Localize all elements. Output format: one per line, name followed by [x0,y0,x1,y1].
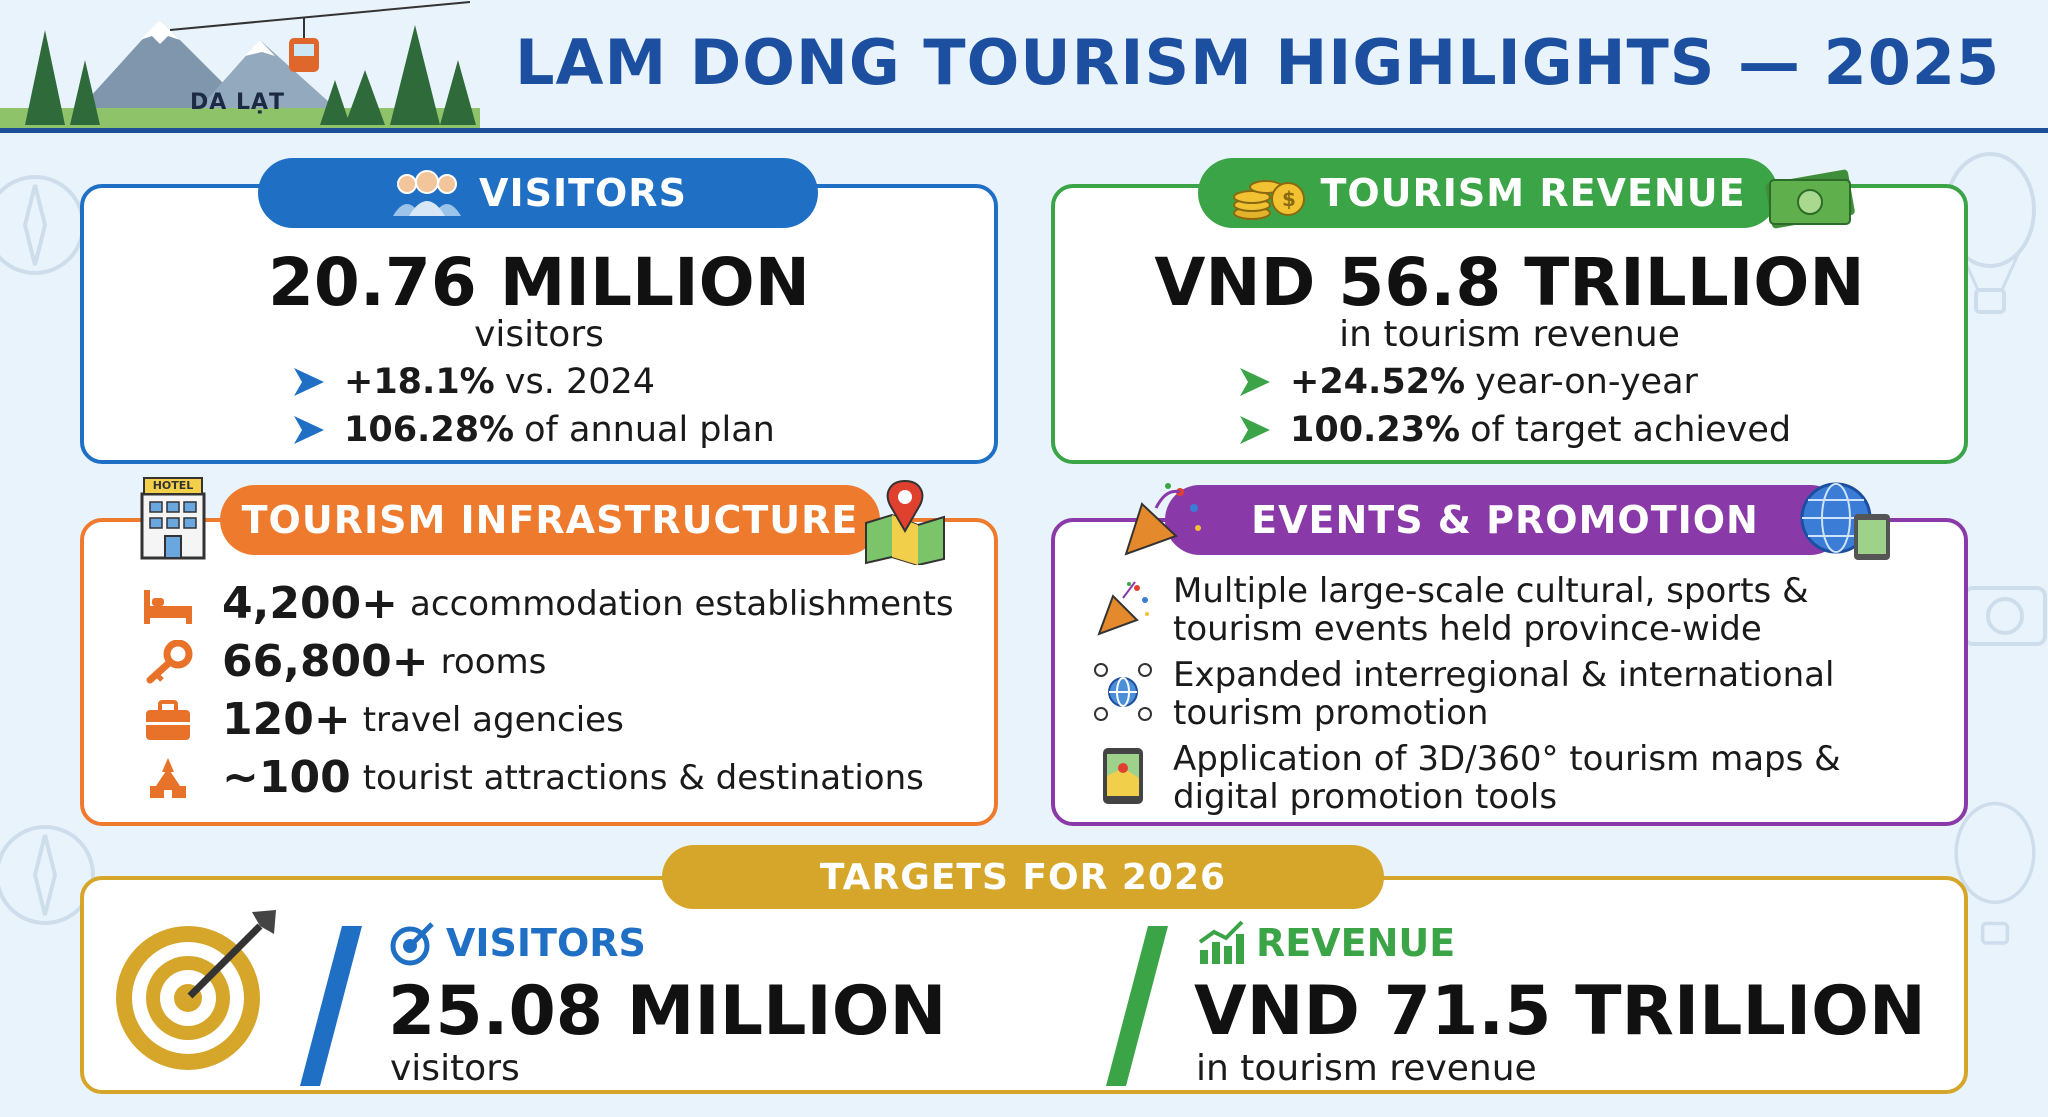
arrow-right-icon [294,368,324,396]
infra-row-agencies: 120+ travel agencies [142,694,624,745]
visitors-title: VISITORS [479,171,687,215]
visitors-header-pill [258,158,818,228]
tablet-map-icon [1093,746,1153,806]
event-row-3 [1093,740,1933,816]
arrow-right-icon [1240,416,1270,444]
visitors-bullet-2: 106.28% of annual plan [294,410,775,450]
target-revenue-label-row [1196,920,1455,966]
briefcase-icon [142,698,194,742]
page-title: LAM DONG TOURISM HIGHLIGHTS — 2025 [515,26,2001,99]
revenue-sub-label: in tourism revenue [1339,314,1680,355]
revenue-bullet-2: 100.23% of target achieved [1240,410,1791,450]
target-revenue-sub: in tourism revenue [1196,1048,1537,1089]
event-text-1: Multiple large-scale cultural, sports & tourism events held province-wide [1173,571,1809,649]
hotel-sign-text: HOTEL [152,479,194,492]
growth-chart-icon [1196,920,1246,966]
people-icon [389,168,465,218]
header-divider [0,128,2048,133]
events-title: EVENTS & PROMOTION [1251,498,1759,542]
target-revenue-label: REVENUE [1256,921,1456,965]
infra-row-accommodation: 4,200+ accommodation establishments [142,578,954,629]
key-icon [142,640,194,684]
party-popper-icon [1120,478,1206,558]
targets-header-pill [662,845,1384,909]
globe-tablet-icon [1798,480,1894,564]
arrow-right-icon [294,416,324,444]
events-card [1051,518,1968,826]
visitors-total: 20.76 MILLION [268,244,810,321]
revenue-header-pill [1198,158,1778,228]
infra-row-rooms: 66,800+ rooms [142,636,546,687]
temple-icon [142,756,194,800]
targets-title: TARGETS FOR 2026 [819,856,1227,898]
hotel-icon [130,476,216,560]
event-row-1 [1093,572,1933,648]
revenue-total: VND 56.8 TRILLION [1154,244,1865,321]
events-header-pill [1165,485,1845,555]
visitors-sub-label: visitors [474,314,604,355]
infrastructure-title: TOURISM INFRASTRUCTURE [241,498,859,542]
slash-divider-blue [296,926,366,1086]
cash-icon [1762,154,1858,232]
infra-row-attractions: ~100 tourist attractions & destinations [142,752,924,803]
visitors-bullet-1: +18.1% vs. 2024 [294,362,655,402]
compass-icon [0,170,90,280]
revenue-bullet-1: +24.52% year-on-year [1240,362,1698,402]
target-bullseye-icon [110,906,280,1076]
header [0,0,2048,133]
target-visitors-sub: visitors [390,1048,520,1089]
camera-icon [1960,570,2048,650]
scene-label: DA LẠT [190,90,285,115]
coins-icon [1230,165,1310,221]
map-pin-icon [860,475,950,565]
arrow-right-icon [1240,368,1270,396]
globe-network-icon [1093,662,1153,722]
revenue-title: TOURISM REVENUE [1320,171,1746,215]
target-small-icon [390,920,436,966]
party-popper-icon [1093,578,1153,638]
target-revenue-value: VND 71.5 TRILLION [1194,972,1926,1051]
target-visitors-value: 25.08 MILLION [388,972,947,1051]
event-row-2 [1093,656,1933,732]
infrastructure-header-pill [220,485,880,555]
event-text-2: Expanded interregional & international tourism promotion [1173,655,1835,733]
slash-divider-green [1102,926,1172,1086]
target-visitors-label: VISITORS [446,921,646,965]
event-text-3: Application of 3D/360° tourism maps & digital promotion tools [1173,739,1841,817]
svg-text:$: $ [1282,187,1298,211]
target-visitors-label-row [390,920,646,966]
bed-icon [142,582,194,626]
